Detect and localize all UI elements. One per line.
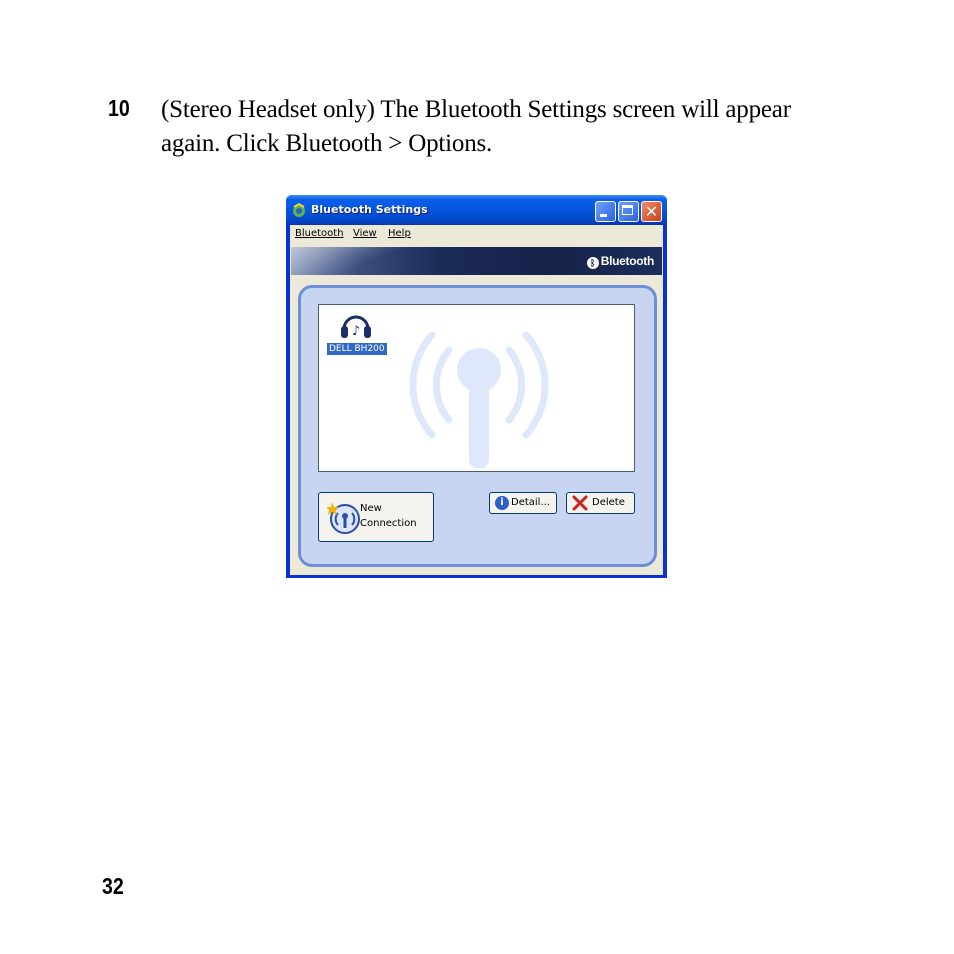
svg-text:♪: ♪ bbox=[351, 324, 361, 339]
menu-help[interactable]: Help bbox=[388, 228, 411, 239]
step-text-after: . bbox=[486, 130, 493, 157]
close-button[interactable] bbox=[641, 201, 662, 222]
step-number: 10 bbox=[108, 95, 130, 121]
info-icon: i bbox=[495, 496, 509, 510]
bluetooth-rune-icon: ᛒ bbox=[587, 257, 599, 269]
bluetooth-logo-text: Bluetooth bbox=[600, 254, 654, 268]
delete-button-label: Delete bbox=[592, 497, 625, 508]
delete-button[interactable] bbox=[566, 492, 635, 514]
bluetooth-logo bbox=[587, 254, 654, 269]
new-connection-label-line2: Connection bbox=[360, 518, 417, 529]
bluetooth-settings-window bbox=[286, 195, 667, 578]
new-connection-label-line1: New bbox=[360, 503, 382, 514]
bluetooth-signal-watermark-icon bbox=[404, 310, 554, 470]
new-connection-icon bbox=[327, 500, 361, 534]
page-number: 32 bbox=[102, 873, 124, 899]
window-title: Bluetooth Settings bbox=[311, 203, 428, 216]
step-bold-command: Bluetooth > Options bbox=[285, 130, 487, 157]
detail-button-label: Detail... bbox=[511, 497, 550, 508]
banner-decoration bbox=[291, 247, 411, 275]
device-list[interactable] bbox=[318, 304, 635, 472]
detail-button[interactable] bbox=[489, 492, 557, 514]
bluetooth-banner bbox=[291, 247, 662, 275]
delete-x-icon bbox=[572, 495, 588, 511]
device-label[interactable]: DELL BH200 bbox=[329, 344, 385, 354]
menu-bluetooth[interactable]: Bluetooth bbox=[295, 228, 344, 239]
step-instruction bbox=[161, 93, 841, 161]
new-connection-button[interactable] bbox=[318, 492, 434, 542]
step-text-before: (Stereo Headset only) The Bluetooth Settings screen will appear again. Click bbox=[161, 96, 791, 157]
bluetooth-settings-app-icon bbox=[291, 202, 307, 218]
menu-bar bbox=[290, 225, 663, 245]
minimize-button[interactable] bbox=[595, 201, 616, 222]
close-icon: ✕ bbox=[644, 202, 659, 221]
maximize-button[interactable] bbox=[618, 201, 639, 222]
menu-view[interactable]: View bbox=[353, 228, 377, 239]
title-bar[interactable] bbox=[286, 195, 667, 225]
headphone-icon bbox=[339, 309, 373, 341]
